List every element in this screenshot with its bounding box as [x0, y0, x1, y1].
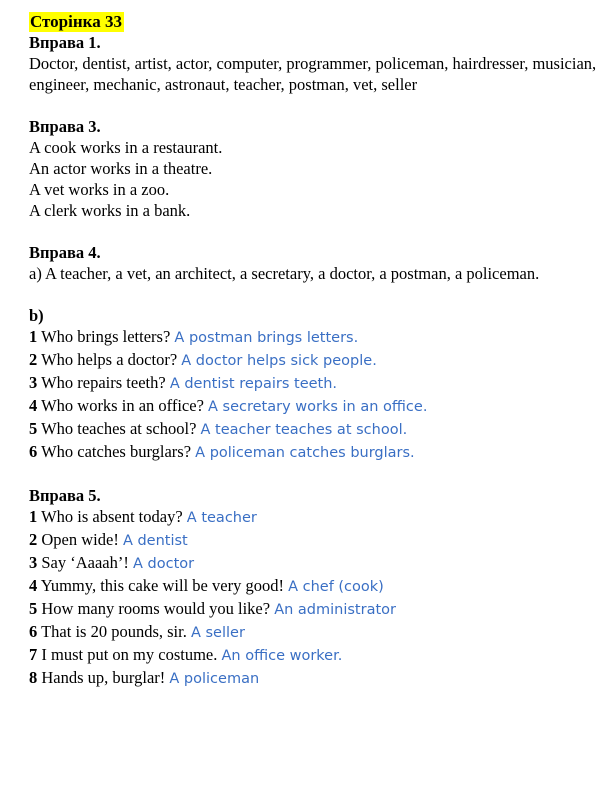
answer-text: A dentist repairs teeth. — [169, 376, 338, 392]
question-row — [29, 529, 604, 552]
answer-text: A doctor — [133, 556, 195, 572]
question-number: 2 — [29, 350, 38, 369]
question-text: How many rooms would you like? — [41, 599, 271, 618]
exercise-4-answers — [29, 326, 604, 464]
answer-text: A teacher teaches at school. — [200, 422, 408, 438]
question-text: Hands up, burglar! — [41, 668, 166, 687]
question-number: 5 — [29, 419, 38, 438]
question-number: 3 — [29, 553, 38, 572]
question-row — [29, 644, 604, 667]
document-page — [29, 12, 604, 690]
question-row — [29, 506, 604, 529]
question-row — [29, 441, 604, 464]
question-text: That is 20 pounds, sir. — [41, 622, 187, 641]
exercise-3-line: A cook works in a restaurant. — [29, 138, 223, 157]
answer-text: A teacher — [186, 510, 257, 526]
question-number: 1 — [29, 507, 38, 526]
question-number: 5 — [29, 599, 38, 618]
question-number: 6 — [29, 622, 38, 641]
question-text: Who is absent today? — [41, 507, 183, 526]
question-number: 8 — [29, 668, 38, 687]
exercise-3-line: A vet works in a zoo. — [29, 180, 170, 199]
answer-text: A doctor helps sick people. — [181, 353, 377, 369]
exercise-5-answers — [29, 506, 604, 690]
answer-text: A postman brings letters. — [174, 330, 359, 346]
exercise-3-line: A clerk works in a bank. — [29, 201, 191, 220]
exercise-3-heading: Вправа 3. — [29, 117, 101, 136]
question-number: 1 — [29, 327, 38, 346]
question-row — [29, 418, 604, 441]
page-title: Сторінка 33 — [30, 12, 122, 31]
question-row — [29, 598, 604, 621]
question-number: 2 — [29, 530, 38, 549]
question-row — [29, 372, 604, 395]
answer-text: A seller — [190, 625, 245, 641]
question-row — [29, 395, 604, 418]
exercise-3-line: An actor works in a theatre. — [29, 159, 213, 178]
exercise-1-heading: Вправа 1. — [29, 33, 101, 52]
exercise-4-part-a: a) A teacher, a vet, an architect, a secretary, a doctor, a postman, a policeman. — [29, 264, 540, 283]
question-text: Say ‘Aaaah’! — [41, 553, 129, 572]
question-number: 3 — [29, 373, 38, 392]
question-row — [29, 621, 604, 644]
question-row — [29, 667, 604, 690]
exercise-4-part-b-label: b) — [29, 306, 44, 325]
exercise-4-heading: Вправа 4. — [29, 243, 101, 262]
question-text: Who helps a doctor? — [41, 350, 178, 369]
question-number: 4 — [29, 396, 38, 415]
exercise-1-text: Doctor, dentist, artist, actor, computer, programmer, policeman, hairdresser, musician, engineer, mechanic, astronaut, teacher, postman, vet, seller — [29, 54, 597, 94]
question-text: Who teaches at school? — [41, 419, 197, 438]
answer-text: A dentist — [122, 533, 188, 549]
question-text: Who brings letters? — [41, 327, 171, 346]
question-text: Who catches burglars? — [41, 442, 192, 461]
question-row — [29, 326, 604, 349]
answer-text: A secretary works in an office. — [208, 399, 428, 415]
question-text: I must put on my costume. — [41, 645, 218, 664]
question-number: 6 — [29, 442, 38, 461]
answer-text: A policeman catches burglars. — [195, 445, 415, 461]
question-row — [29, 575, 604, 598]
question-number: 4 — [29, 576, 38, 595]
question-text: Yummy, this cake will be very good! — [40, 576, 284, 595]
answer-text: A policeman — [169, 671, 260, 687]
answer-text: A chef (cook) — [288, 579, 384, 595]
question-row — [29, 552, 604, 575]
exercise-5-heading: Вправа 5. — [29, 486, 101, 505]
answer-text: An administrator — [274, 602, 396, 618]
answer-text: An office worker. — [221, 648, 343, 664]
question-number: 7 — [29, 645, 38, 664]
question-text: Who repairs teeth? — [41, 373, 166, 392]
question-text: Who works in an office? — [41, 396, 204, 415]
question-text: Open wide! — [41, 530, 119, 549]
question-row — [29, 349, 604, 372]
